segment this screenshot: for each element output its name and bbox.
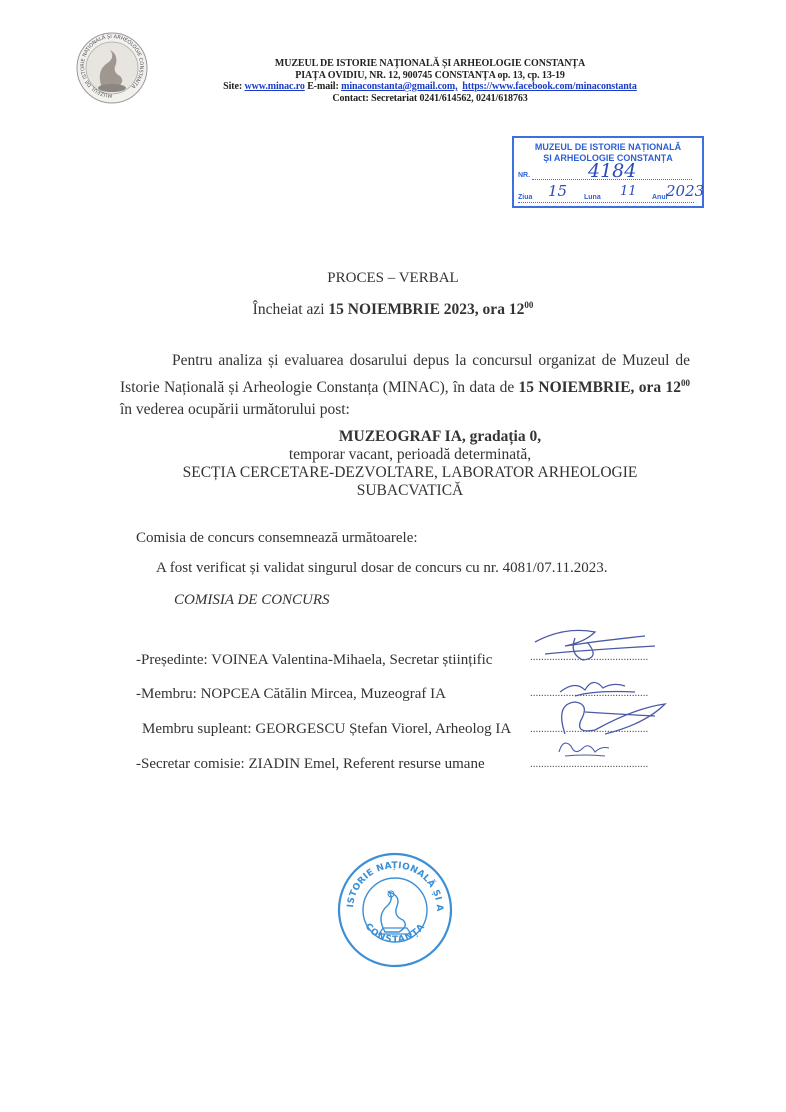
header-contact: Contact: Secretariat 0241/614562, 0241/618763 (332, 92, 528, 104)
email-label: E-mail: (304, 81, 342, 92)
para-a: Pentru analiza și evaluarea dosarului depus la concursul organizat de Muzeul de Istorie Națională și Arheologie Constanța (MINAC), în data de (120, 352, 690, 397)
reg-year: 2023 (666, 182, 705, 200)
dots-line: ........................................... (530, 758, 649, 770)
doc-subtitle (0, 300, 786, 319)
email-link[interactable]: minaconstanta@gmail.com, (341, 81, 458, 92)
logo-text: MUZEUL DE ISTORIE NAȚIONALĂ ȘI ARHEOLOGIE CONSTANȚA (80, 33, 145, 99)
post-line2: temporar vacant, perioadă determinată, (288, 446, 532, 463)
post-line3: SECȚIA CERCETARE-DEZVOLTARE, LABORATOR ARHEOLOGIE (182, 464, 638, 481)
para-date: 15 NOIEMBRIE, ora 12 (518, 379, 681, 397)
site-link[interactable]: www.minac.ro (244, 81, 305, 92)
header (150, 58, 710, 104)
reg-day-label: Ziua (518, 194, 533, 201)
site-label: Site: (223, 81, 245, 92)
subtitle-sup: 00 (524, 300, 534, 310)
stamp-top-text: ISTORIE NAȚIONALĂ ȘI A (346, 860, 445, 912)
signature-presedinte (525, 620, 665, 670)
registration-stamp (512, 136, 704, 208)
signature-secretar (555, 734, 615, 762)
comisia: COMISIA DE CONCURS (174, 592, 330, 608)
reg-year-label: Anul (652, 194, 668, 201)
member-presedinte: -Președinte: VOINEA Valentina-Mihaela, Secretar științific (136, 652, 493, 668)
header-line3 (150, 81, 710, 93)
post-title: MUZEOGRAF IA, gradația 0, (338, 428, 542, 445)
dots-line: ........................................... (530, 687, 649, 699)
member-secretar: -Secretar comisie: ZIADIN Emel, Referent resurse umane (136, 756, 485, 772)
member-membru: -Membru: NOPCEA Cătălin Mircea, Muzeograf IA (136, 686, 446, 702)
reg-line2: ȘI ARHEOLOGIE CONSTANȚA (543, 153, 673, 163)
verificat: A fost verificat și validat singurul dosar de concurs cu nr. 4081/07.11.2023. (156, 560, 608, 576)
header-line2: PIAȚA OVIDIU, NR. 12, 900745 CONSTANȚA op. 13, cp. 13-19 (295, 69, 565, 81)
header-line1: MUZEUL DE ISTORIE NAȚIONALĂ ȘI ARHEOLOGIE CONSTANȚA (274, 58, 586, 69)
dots-line: ........................................... (530, 651, 649, 663)
intro-paragraph (120, 350, 690, 421)
consemneaza: Comisia de concurs consemnează următoarele: (136, 530, 418, 546)
reg-nr-label: NR. (518, 172, 531, 179)
museum-logo (72, 32, 152, 104)
reg-line1: MUZEUL DE ISTORIE NAȚIONALĂ (534, 142, 682, 152)
reg-month-label: Luna (584, 194, 601, 201)
member-supleant: Membru supleant: GEORGESCU Ștefan Viorel, Arheolog IA (142, 721, 512, 737)
post-block (140, 428, 680, 500)
doc-title: PROCES – VERBAL (327, 270, 459, 286)
facebook-link[interactable]: https://www.facebook.com/minaconstanta (462, 81, 637, 92)
post-line4: SUBACVATICĂ (356, 482, 464, 499)
para-b: în vederea ocupării următorului post: (120, 401, 350, 419)
reg-nr-value: 4184 (588, 160, 637, 182)
reg-day: 15 (548, 182, 568, 200)
subtitle-prefix: Încheiat azi (252, 301, 329, 319)
subtitle-date: 15 NOIEMBRIE 2023, ora 12 (328, 301, 525, 319)
para-sup: 00 (681, 378, 690, 388)
stamp-bottom-text: CONSTANȚA (362, 921, 428, 946)
round-stamp (335, 848, 455, 970)
dots-line: ........................................... (530, 723, 649, 735)
reg-month: 11 (620, 184, 637, 199)
